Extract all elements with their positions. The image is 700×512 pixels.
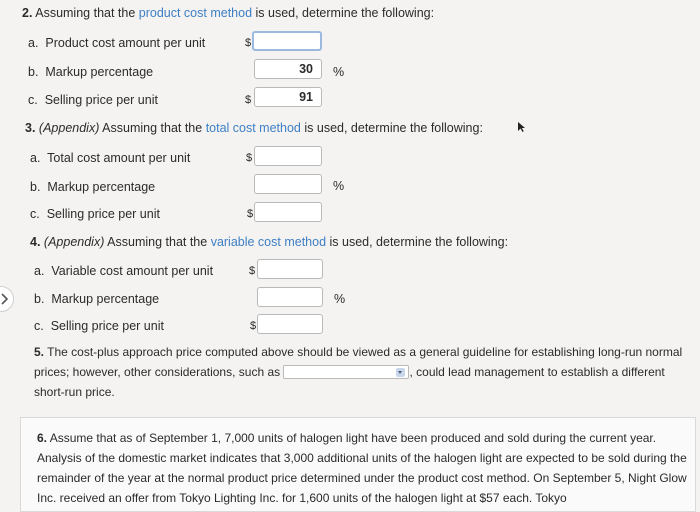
percent-sign: % <box>334 292 346 306</box>
q4-item-b <box>34 292 159 306</box>
q4-method-link: variable cost method <box>210 235 327 249</box>
q5-considerations-dropdown[interactable] <box>283 365 409 379</box>
item-letter: c. <box>30 207 40 221</box>
item-label: Selling price per unit <box>50 319 164 333</box>
q3-item-b <box>30 180 155 194</box>
chevron-down-icon <box>396 368 405 377</box>
q4-variable-cost-input[interactable] <box>257 259 323 279</box>
q6-paragraph <box>37 428 689 508</box>
dollar-sign: $ <box>246 152 253 164</box>
item-letter: b. <box>34 292 45 306</box>
dollar-sign: $ <box>245 94 252 106</box>
percent-sign: % <box>333 65 345 79</box>
q3-item-a <box>30 151 190 165</box>
q3-method-link: total cost method <box>205 121 301 135</box>
q3-markup-input[interactable] <box>254 174 322 194</box>
q6-number: 6. <box>37 431 48 445</box>
dollar-sign: $ <box>249 265 256 277</box>
q3-heading <box>25 121 483 135</box>
q5-text-before: The cost-plus approach price computed above should be viewed as a general guideline for establishing long-run normal prices; however, other considerations, such as <box>34 345 683 379</box>
q4-suffix: is used, determine the following: <box>326 235 509 249</box>
q3-appendix-tag: (Appendix) <box>38 121 100 135</box>
item-letter: a. <box>34 264 45 278</box>
dollar-sign: $ <box>245 37 252 49</box>
q2-method-link: product cost method <box>138 6 253 20</box>
q4-heading <box>30 235 508 249</box>
item-label: Product cost amount per unit <box>45 36 206 50</box>
q4-appendix-tag: (Appendix) <box>43 235 105 249</box>
chevron-right-icon <box>1 293 9 305</box>
q2-item-c <box>28 93 158 107</box>
q3-selling-price-input[interactable] <box>254 202 322 222</box>
item-letter: a. <box>30 151 41 165</box>
q4-item-a <box>34 264 213 278</box>
item-letter: c. <box>34 319 44 333</box>
dollar-sign: $ <box>247 208 254 220</box>
item-label: Markup percentage <box>47 180 156 194</box>
q2-selling-price-input[interactable]: 91 <box>254 87 322 107</box>
item-label: Selling price per unit <box>44 93 158 107</box>
item-letter: c. <box>28 93 38 107</box>
q5-text-after: , could lead management to establish a different short-run price. <box>34 365 665 399</box>
item-letter: b. <box>30 180 41 194</box>
q2-prefix: Assuming that the <box>35 6 139 20</box>
percent-sign: % <box>333 179 345 193</box>
item-label: Markup percentage <box>45 65 154 79</box>
item-label: Variable cost amount per unit <box>51 264 214 278</box>
dollar-sign: $ <box>250 320 257 332</box>
q3-prefix: Assuming that the <box>99 121 206 135</box>
q2-item-a <box>28 36 205 50</box>
mouse-pointer-icon <box>517 121 526 133</box>
q3-number: 3. <box>25 121 36 135</box>
q4-markup-input[interactable] <box>257 287 323 307</box>
item-letter: b. <box>28 65 39 79</box>
q2-product-cost-input[interactable] <box>252 31 322 51</box>
q6-text: Assume that as of September 1, 7,000 units of halogen light have been produced and sold during the current year. Analysis of the domestic market indicates that 3,000 additional units of the halogen light are expected to be sold during the remainder of the year at the normal product price determined under the product cost method. On September 5, Night Glow Inc. received an offer from Tokyo Lighting Inc. for 1,600 units of the halogen light at $57 each. Tokyo <box>37 431 687 505</box>
q2-markup-input[interactable]: 30 <box>254 59 322 79</box>
q2-heading <box>22 6 434 20</box>
q2-suffix: is used, determine the following: <box>252 6 435 20</box>
q2-number: 2. <box>22 6 33 20</box>
q3-total-cost-input[interactable] <box>254 146 322 166</box>
q5-paragraph <box>34 342 684 402</box>
q4-number: 4. <box>30 235 41 249</box>
item-label: Markup percentage <box>51 292 160 306</box>
item-label: Total cost amount per unit <box>47 151 191 165</box>
q3-suffix: is used, determine the following: <box>300 121 483 135</box>
q3-item-c <box>30 207 160 221</box>
q2-item-b <box>28 65 153 79</box>
item-label: Selling price per unit <box>46 207 160 221</box>
item-letter: a. <box>28 36 39 50</box>
q6-card <box>20 417 696 512</box>
q4-selling-price-input[interactable] <box>257 314 323 334</box>
q5-number: 5. <box>34 345 45 359</box>
q4-prefix: Assuming that the <box>104 235 211 249</box>
side-panel-tab[interactable] <box>0 286 14 312</box>
q4-item-c <box>34 319 164 333</box>
